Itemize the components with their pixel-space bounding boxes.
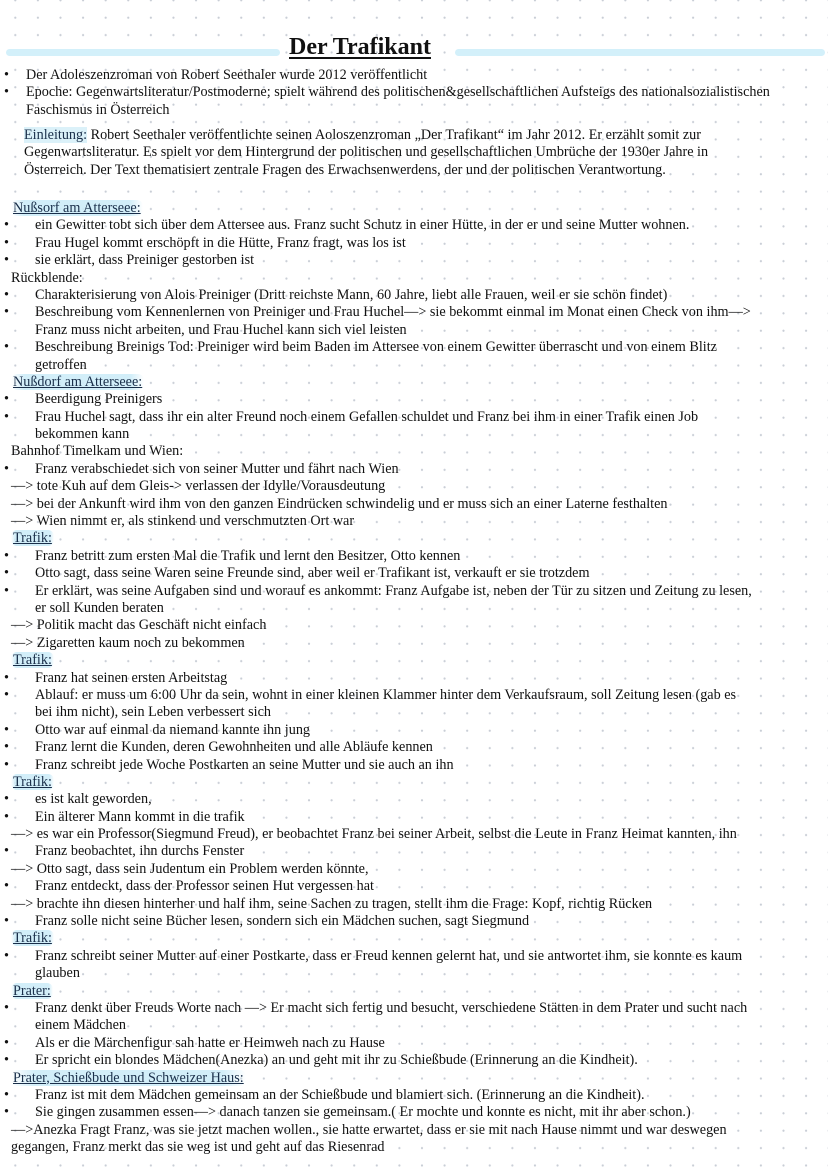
- arrow-note: gegangen, Franz merkt das sie weg ist und geht auf das Riesenrad: [11, 1139, 385, 1156]
- list-item: • Franz verabschiedet sich von seiner Mutter und fährt nach Wien: [0, 461, 828, 478]
- title-highlight-left: [6, 49, 280, 56]
- list-item: • Franz entdeckt, dass der Professor seinen Hut vergessen hat: [0, 878, 828, 895]
- list-item: • Als er die Märchenfigur sah hatte er Heimweh nach zu Hause: [0, 1035, 828, 1052]
- section-heading: [0, 374, 828, 391]
- list-item: • Franz beobachtet, ihn durchs Fenster: [0, 843, 828, 860]
- section-heading-text: Trafik:: [13, 652, 52, 669]
- section-heading-text: Prater:: [13, 982, 51, 999]
- arrow-note: —> es war ein Professor(Siegmund Freud), er beobachtet Franz bei seiner Arbeit, selbst die Leute in Franz Heimat kannten, ihn: [11, 826, 737, 843]
- list-item: • sie erklärt, dass Preiniger gestorben ist: [0, 252, 828, 269]
- list-item-continuation: er soll Kunden beraten: [35, 599, 164, 616]
- list-item: • Ablauf: er muss um 6:00 Uhr da sein, wohnt in einer kleinen Klammer hinter dem Verkaufsraum, soll Zeitung lesen (gab es: [0, 687, 828, 704]
- section-heading-text: Prater, Schießbude und Schweizer Haus:: [13, 1069, 244, 1086]
- arrow-note: —>Anezka Fragt Franz, was sie jetzt machen wollen., sie hatte erwartet, dass er sie mit nach Hause nimmt und war deswegen: [11, 1121, 727, 1138]
- list-item: • Frau Hugel kommt erschöpft in die Hütte, Franz fragt, was los ist: [0, 235, 828, 252]
- list-item: • Beschreibung vom Kennenlernen von Preiniger und Frau Huchel—> sie bekommt einmal im Monat einen Check von ihm—>: [0, 304, 828, 321]
- section-heading: [0, 983, 828, 1000]
- list-item: • Franz ist mit dem Mädchen gemeinsam an der Schießbude und blamiert sich. (Erinnerung an die Kindheit).: [0, 1087, 828, 1104]
- list-item: • Franz schreibt seiner Mutter auf einer Postkarte, dass er Freud kennen gelernt hat, und sie antwortet ihm, sie konnte es kaum: [0, 948, 828, 965]
- section-heading: [0, 530, 828, 547]
- arrow-note: —> Politik macht das Geschäft nicht einfach: [11, 617, 267, 634]
- list-item-continuation: bekommen kann: [35, 426, 130, 443]
- list-item: • Ein älterer Mann kommt in die trafik: [0, 809, 828, 826]
- title-highlight-right: [455, 49, 825, 56]
- notes-sections: [0, 200, 828, 1156]
- list-item-continuation: Franz muss nicht arbeiten, und Frau Huchel kann sich viel leisten: [35, 321, 407, 338]
- section-heading-text: Trafik:: [13, 773, 52, 790]
- list-item: • ein Gewitter tobt sich über dem Attersee aus. Franz sucht Schutz in einer Hütte, in der er und seine Mutter wohnen.: [0, 217, 828, 234]
- section-heading-text: Nußsorf am Atterseee:: [13, 200, 141, 216]
- list-item: • Beschreibung Breinigs Tod: Preiniger wird beim Baden im Attersee von einem Gewitter überrascht und von einem Blitz: [0, 339, 828, 356]
- arrow-note: —> Zigaretten kaum noch zu bekommen: [11, 634, 245, 651]
- section-heading: [0, 774, 828, 791]
- list-item: • Franz lernt die Kunden, deren Gewohnheiten und alle Abläufe kennen: [0, 739, 828, 756]
- einleitung-line: Österreich. Der Text thematisiert zentrale Fragen des Erwachsenwerdens, der und der politischen Verantwortung.: [24, 161, 666, 178]
- list-item: • Frau Huchel sagt, dass ihr ein alter Freund noch einem Gefallen schuldet und Franz bei ihm in einer Trafik einen Job: [0, 409, 828, 426]
- section-heading-text: Trafik:: [13, 530, 52, 547]
- einleitung-line: Gegenwartsliteratur. Es spielt vor dem Hintergrund der politischen und gesellschaftlichen Umbrüche der 1930er Jahre in: [24, 144, 709, 161]
- list-item: • es ist kalt geworden,: [0, 791, 828, 808]
- arrow-note: —> Wien nimmt er, als stinkend und verschmutzten Ort war: [11, 513, 355, 530]
- section-heading: [0, 930, 828, 947]
- subheading: Rückblende:: [11, 269, 83, 286]
- list-item: • Charakterisierung von Alois Preiniger (Dritt reichste Mann, 60 Jahre, liebt alle Frauen, weil er sie schön findet): [0, 287, 828, 304]
- list-item: • Er spricht ein blondes Mädchen(Anezka) an und geht mit ihr zu Schießbude (Erinnerung an die Kindheit).: [0, 1052, 828, 1069]
- section-heading-text: Trafik:: [13, 930, 52, 947]
- arrow-note: —> brachte ihn diesen hinterher und half ihm, seine Sachen zu tragen, stellt ihm die Frage: Kopf, richtig Rücken: [11, 895, 653, 912]
- intro-bullets: [0, 67, 828, 119]
- einleitung-line: Einleitung: Robert Seethaler veröffentlichte seinen Aoloszenzroman „Der Trafikant“ im Jahr 2012. Er erzählt somit zur: [24, 127, 702, 143]
- section-heading-text: Nußdorf am Atterseee:: [13, 373, 143, 390]
- list-item-continuation: bei ihm nicht), sein Leben verbessert sich: [35, 704, 271, 721]
- list-item-continuation: getroffen: [35, 356, 87, 373]
- list-item: • Beerdigung Preinigers: [0, 391, 828, 408]
- list-item: • Otto sagt, dass seine Waren seine Freunde sind, aber weil er Trafikant ist, verkauft er sie trotzdem: [0, 565, 828, 582]
- intro-bullet-continuation: Faschismus in Österreich: [26, 101, 170, 118]
- arrow-note: —> Otto sagt, dass sein Judentum ein Problem werden könnte,: [11, 860, 369, 877]
- list-item: • Sie gingen zusammen essen—> danach tanzen sie gemeinsam.( Er mochte und konnte es nicht, mit ihr aber schon.): [0, 1104, 828, 1121]
- arrow-note: —> tote Kuh auf dem Gleis-> verlassen der Idylle/Vorausdeutung: [11, 478, 386, 495]
- list-item: • Franz hat seinen ersten Arbeitstag: [0, 670, 828, 687]
- section-heading: [0, 200, 828, 217]
- intro-bullet: • Der Adoleszenzroman von Robert Seethaler wurde 2012 veröffentlicht: [0, 67, 828, 84]
- einleitung-label: Einleitung:: [24, 127, 88, 143]
- intro-bullet: • Epoche: Gegenwartsliteratur/Postmoderne; spielt während des politischen&gesellschaftlichen Aufsteigs des nationalsozialistischen: [0, 84, 828, 101]
- subheading: Bahnhof Timelkam und Wien:: [11, 443, 184, 460]
- list-item: • Otto war auf einmal da niemand kannte ihn jung: [0, 722, 828, 739]
- section-heading: [0, 1070, 828, 1087]
- list-item: • Franz solle nicht seine Bücher lesen, sondern sich ein Mädchen suchen, sagt Siegmund: [0, 913, 828, 930]
- list-item: • Franz denkt über Freuds Worte nach —> Er macht sich fertig und besucht, verschiedene Stätten in dem Prater und sucht nach: [0, 1000, 828, 1017]
- list-item-continuation: glauben: [35, 965, 80, 982]
- page-title: Der Trafikant: [289, 34, 431, 60]
- einleitung-paragraph: [0, 127, 828, 179]
- title-row: [0, 36, 828, 64]
- list-item: • Er erklärt, was seine Aufgaben sind und worauf es ankommt: Franz Aufgabe ist, neben der Tür zu sitzen und Zeitung zu lesen,: [0, 583, 828, 600]
- list-item-continuation: einem Mädchen: [35, 1017, 126, 1034]
- section-heading: [0, 652, 828, 669]
- list-item: • Franz schreibt jede Woche Postkarten an seine Mutter und sie auch an ihn: [0, 757, 828, 774]
- list-item: • Franz betritt zum ersten Mal die Trafik und lernt den Besitzer, Otto kennen: [0, 548, 828, 565]
- arrow-note: —> bei der Ankunft wird ihm von den ganzen Eindrücken schwindelig und er muss sich an einer Laterne festhalten: [11, 495, 668, 512]
